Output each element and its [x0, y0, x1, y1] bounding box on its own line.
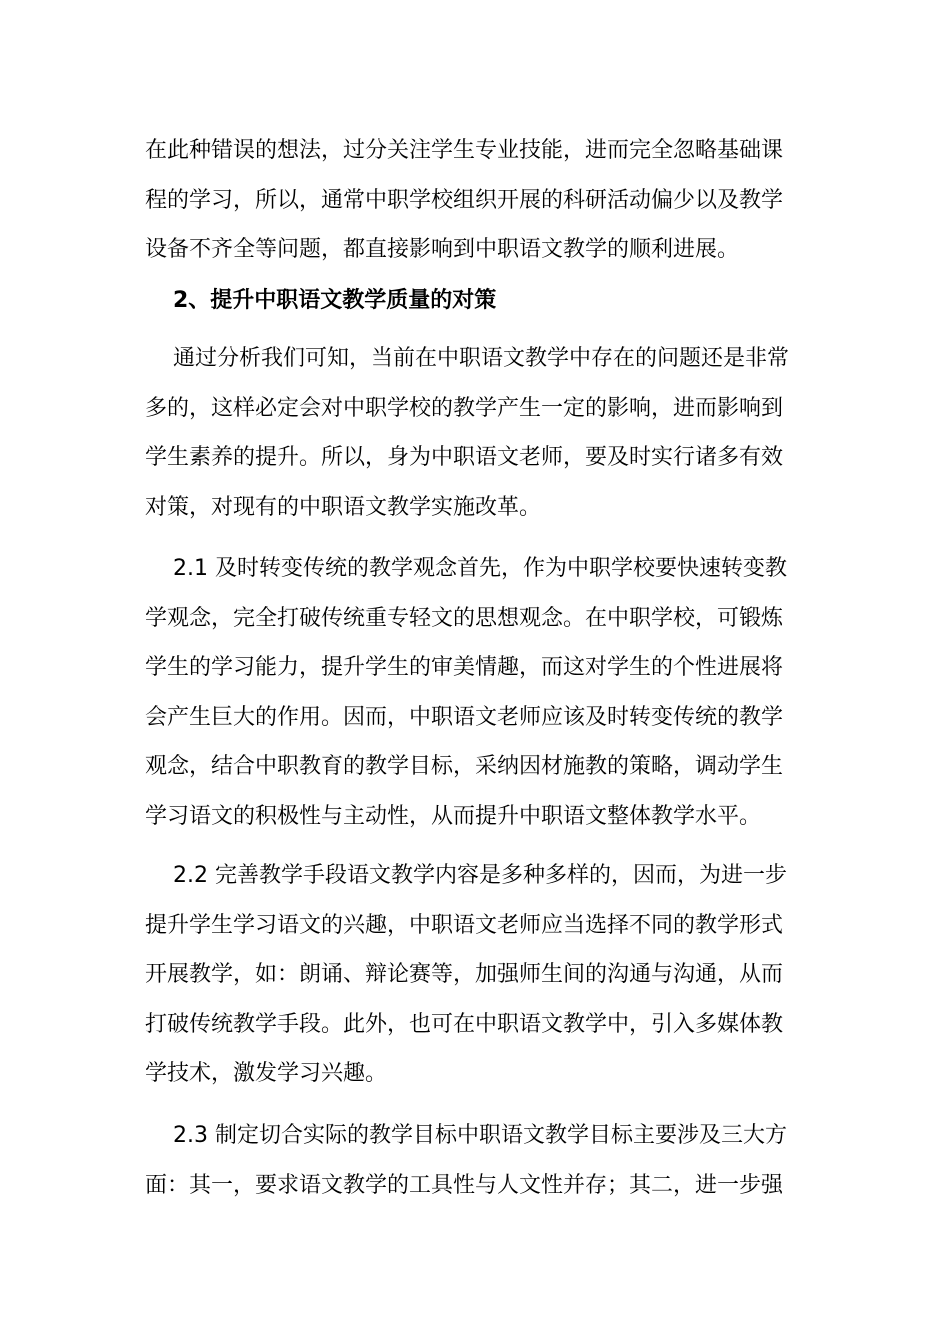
text-line: 学生的学习能力，提升学生的审美情趣，而这对学生的个性进展将	[145, 655, 784, 680]
section-heading: 2、提升中职语文教学质量的对策	[173, 288, 497, 313]
text-line: 通过分析我们可知，当前在中职语文教学中存在的问题还是非常	[173, 346, 790, 371]
section-heading-block	[145, 276, 815, 326]
paragraph-2-1	[145, 544, 815, 841]
text-line: 学技术，激发学习兴趣。	[145, 1061, 388, 1086]
paragraph-2-2	[145, 851, 815, 1099]
text-line: 多的，这样必定会对中职学校的教学产生一定的影响，进而影响到	[145, 395, 784, 421]
text-line: 打破传统教学手段。此外，也可在中职语文教学中，引入多媒体教	[145, 1011, 784, 1037]
text-line: 学生素养的提升。所以，身为中职语文老师，要及时实行诸多有效	[145, 445, 784, 470]
text-line: 2.2 完善教学手段语文教学内容是多种多样的，因而，为进一步	[173, 863, 787, 888]
text-line: 学习语文的积极性与主动性，从而提升中职语文整体教学水平。	[145, 803, 762, 829]
text-line: 设备不齐全等问题，都直接影响到中职语文教学的顺利进展。	[145, 237, 740, 262]
text-line: 2.3 制定切合实际的教学目标中职语文教学目标主要涉及三大方	[173, 1123, 787, 1148]
text-line: 提升学生学习语文的兴趣，中职语文老师应当选择不同的教学形式	[145, 912, 784, 938]
paragraph-continuation	[145, 126, 815, 275]
paragraph-analysis	[145, 334, 815, 532]
text-line: 2.1 及时转变传统的教学观念首先，作为中职学校要快速转变教	[173, 556, 787, 581]
text-line: 会产生巨大的作用。因而，中职语文老师应该及时转变传统的教学	[145, 704, 784, 730]
text-line: 在此种错误的想法，过分关注学生专业技能，进而完全忽略基础课	[145, 138, 784, 163]
paragraph-2-3	[145, 1111, 815, 1210]
text-line: 学观念，完全打破传统重专轻文的思想观念。在中职学校，可锻炼	[145, 605, 784, 631]
text-line: 对策，对现有的中职语文教学实施改革。	[145, 494, 542, 520]
text-line: 程的学习，所以，通常中职学校组织开展的科研活动偏少以及教学	[145, 187, 784, 213]
text-line: 面：其一，要求语文教学的工具性与人文性并存；其二，进一步强	[145, 1172, 784, 1198]
text-line: 观念，结合中职教育的教学目标，采纳因材施教的策略，调动学生	[145, 754, 784, 779]
text-line: 开展教学，如：朗诵、辩论赛等，加强师生间的沟通与沟通，从而	[145, 962, 784, 987]
